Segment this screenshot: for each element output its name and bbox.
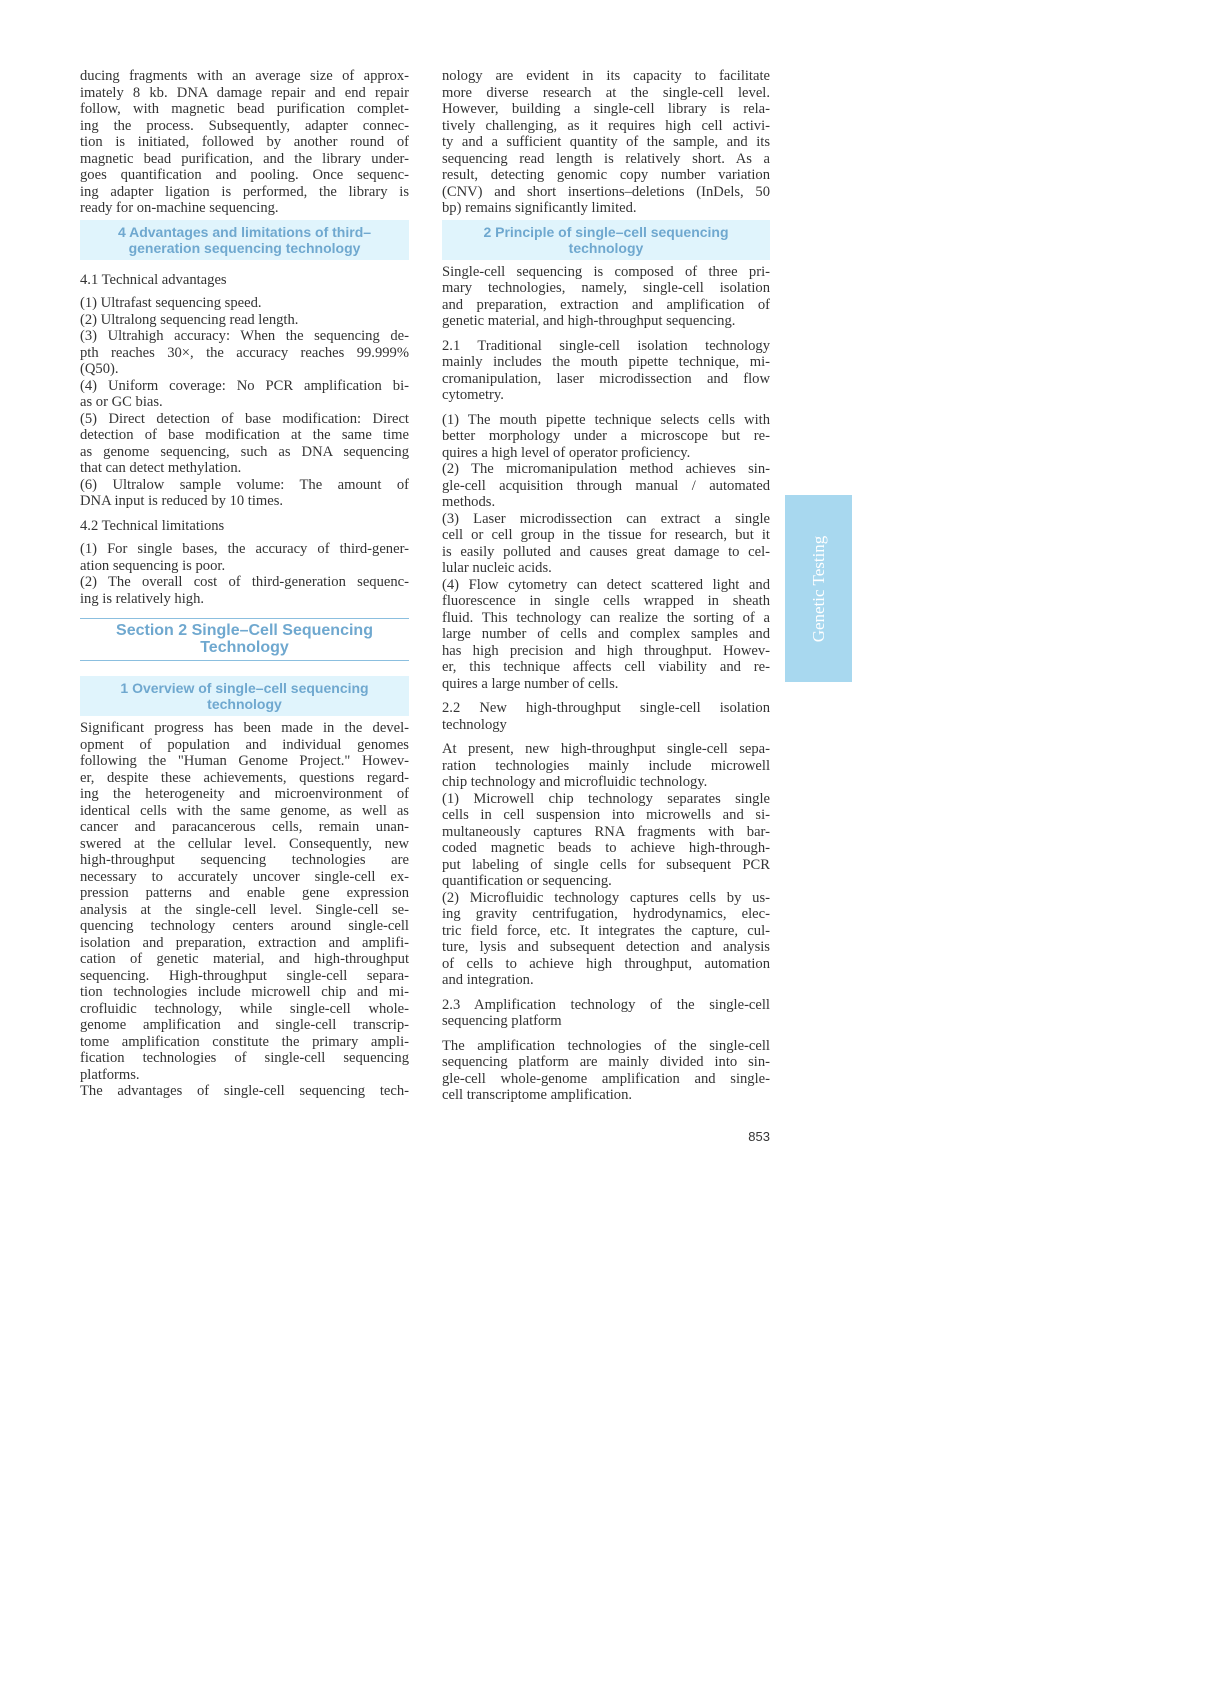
text-line: follow, with magnetic bead purification complet- <box>80 101 409 117</box>
text-line: quires a high level of operator proficiency. <box>442 444 691 461</box>
text-line: result, detecting genomic copy number variation <box>442 167 770 183</box>
text-line: sequencing platform <box>442 1013 562 1029</box>
paragraph <box>80 68 409 217</box>
text-line: (4) Uniform coverage: No PCR amplification bi- <box>80 377 409 394</box>
text-line: (1) Microwell chip technology separates single <box>442 790 770 807</box>
text-line: The advantages of single-cell sequencing tech- <box>80 1083 409 1099</box>
paragraph <box>442 264 770 330</box>
text-line: ing is relatively high. <box>80 590 205 607</box>
text-line: identical cells with the same genome, as well as <box>80 802 409 819</box>
paragraph <box>80 518 409 535</box>
text-line: better morphology under a microscope but re- <box>442 428 770 444</box>
heading-line: 1 Overview of single–cell sequencing <box>120 680 369 696</box>
right-column <box>442 60 770 1104</box>
list-item <box>80 378 409 411</box>
text-line: 2.2 New high-throughput single-cell isolation <box>442 700 770 716</box>
list-item <box>80 574 409 607</box>
text-line: Single-cell sequencing is composed of three pri- <box>442 263 770 280</box>
text-line: genome amplification and single-cell transcrip- <box>80 1017 409 1033</box>
text-line: has high precision and high throughput. Howev- <box>442 642 770 659</box>
list-item <box>442 412 770 462</box>
subsection-heading <box>80 676 409 716</box>
text-line: However, building a single-cell library is rela- <box>442 101 770 117</box>
text-line: fluid. This technology can realize the sorting of a <box>442 609 770 626</box>
text-line: (2) Microfluidic technology captures cells by us- <box>442 889 770 906</box>
paragraph <box>442 1038 770 1104</box>
text-line: (Q50). <box>80 361 119 377</box>
text-line: cell or cell group in the tissue for research, but it <box>442 527 770 543</box>
text-line: (2) The micromanipulation method achieves sin- <box>442 461 770 477</box>
text-line: following the "Human Genome Project." Howev- <box>80 753 409 769</box>
text-line: large number of cells and complex samples and <box>442 626 770 642</box>
text-line: genetic material, and high-throughput sequencing. <box>442 313 736 329</box>
list-item <box>80 411 409 477</box>
text-line: analysis at the single-cell level. Single-cell se- <box>80 901 409 918</box>
text-line: crofluidic technology, while single-cell whole- <box>80 1000 409 1017</box>
text-line: imately 8 kb. DNA damage repair and end repair <box>80 84 409 101</box>
text-line: coded magnetic beads to achieve high-through- <box>442 840 770 856</box>
section-heading <box>80 618 409 661</box>
text-line: (6) Ultralow sample volume: The amount of <box>80 476 409 493</box>
text-line: (1) The mouth pipette technique selects cells with <box>442 411 770 428</box>
left-column <box>80 60 409 1100</box>
text-line: (3) Ultrahigh accuracy: When the sequencing de- <box>80 328 409 344</box>
list-item <box>442 511 770 577</box>
text-line: swered at the cellular level. Consequently, new <box>80 835 409 852</box>
text-line: nology are evident in its capacity to facilitate <box>442 68 770 84</box>
list-item <box>442 741 770 791</box>
list <box>442 741 770 989</box>
text-line: cells in cell suspension into microwells and si- <box>442 807 770 823</box>
text-line: cytometry. <box>442 387 504 403</box>
text-line: tively challenging, as it requires high cell activi- <box>442 117 770 134</box>
text-line: multaneously captures RNA fragments with bar- <box>442 823 770 840</box>
text-line: ing gravity centrifugation, hydrodynamics, elec- <box>442 906 770 922</box>
text-line: sequencing. High-throughput single-cell separa- <box>80 967 409 984</box>
text-line: tric field force, etc. It integrates the capture, cul- <box>442 922 770 939</box>
list-item <box>80 295 409 312</box>
list-item <box>442 890 770 989</box>
heading-line: Technology <box>200 638 289 656</box>
text-line: fluorescence in single cells wrapped in sheath <box>442 593 770 609</box>
text-line: technology <box>442 716 507 733</box>
text-line: ing the process. Subsequently, adapter connec- <box>80 117 409 134</box>
text-line: quantification or sequencing. <box>442 873 612 889</box>
heading-line: Section 2 Single–Cell Sequencing <box>116 622 373 639</box>
text-line: (4) Flow cytometry can detect scattered light and <box>442 576 770 593</box>
text-line: as genome sequencing, such as DNA sequencing <box>80 443 409 460</box>
text-line: (3) Laser microdissection can extract a single <box>442 510 770 527</box>
text-line: er, this technique affects cell viability and re- <box>442 659 770 675</box>
text-line: cation of genetic material, and high-throughput <box>80 951 409 967</box>
text-line: mary technologies, namely, single-cell isolation <box>442 280 770 296</box>
text-line: and preparation, extraction and amplification of <box>442 296 770 313</box>
text-line: 4.2 Technical limitations <box>80 517 225 534</box>
text-line: tion is initiated, followed by another round of <box>80 134 409 150</box>
paragraph <box>80 1083 409 1100</box>
text-line: (CNV) and short insertions–deletions (InDels, 50 <box>442 183 770 200</box>
side-tab <box>785 495 852 682</box>
page-number: 853 <box>748 1129 770 1144</box>
list-item <box>80 328 409 378</box>
list-item <box>442 791 770 890</box>
paragraph <box>442 68 770 217</box>
text-line: The amplification technologies of the single-cell <box>442 1037 770 1054</box>
text-line: Significant progress has been made in the devel- <box>80 720 409 736</box>
heading-line: generation sequencing technology <box>128 239 361 256</box>
text-line: ready for on-machine sequencing. <box>80 200 279 216</box>
text-line: ation sequencing is poor. <box>80 557 226 574</box>
text-line: (2) Ultralong sequencing read length. <box>80 311 299 328</box>
text-line: bp) remains significantly limited. <box>442 200 637 216</box>
text-line: cancer and paracancerous cells, remain unan- <box>80 819 409 835</box>
text-line: put labeling of single cells for subsequent PCR <box>442 856 770 873</box>
text-line: that can detect methylation. <box>80 460 242 476</box>
text-line: platforms. <box>80 1066 140 1083</box>
text-line: tome amplification constitute the primary ampli- <box>80 1033 409 1050</box>
text-line: ing the heterogeneity and microenvironment of <box>80 786 409 802</box>
text-line: (2) The overall cost of third-generation sequenc- <box>80 574 409 590</box>
text-line: opment of population and individual genomes <box>80 736 409 753</box>
side-tab-label: Genetic Testing <box>808 535 828 642</box>
text-line: 2.1 Traditional single-cell isolation technology <box>442 337 770 354</box>
text-line: mainly includes the mouth pipette technique, mi- <box>442 354 770 370</box>
paragraph <box>442 700 770 733</box>
list-item <box>442 577 770 693</box>
text-line: magnetic bead purification, and the library under- <box>80 150 409 167</box>
subsection-heading <box>442 220 770 260</box>
heading-line: 4 Advantages and limitations of third– <box>117 223 372 240</box>
text-line: 2.3 Amplification technology of the single-cell <box>442 996 770 1013</box>
text-line: fication technologies of single-cell sequencing <box>80 1050 409 1066</box>
text-line: chip technology and microfluidic technology. <box>442 774 708 790</box>
text-line: as or GC bias. <box>80 394 163 410</box>
text-line: quencing technology centers around single-cell <box>80 918 409 934</box>
list-item <box>80 477 409 510</box>
list-item <box>80 541 409 574</box>
text-line: of cells to achieve high throughput, automation <box>442 955 770 972</box>
subsection-heading <box>80 220 409 260</box>
list <box>80 295 409 510</box>
text-line: isolation and preparation, extraction and amplifi- <box>80 934 409 951</box>
heading-line: 2 Principle of single–cell sequencing <box>483 223 729 240</box>
text-line: methods. <box>442 494 496 510</box>
text-line: gle-cell acquisition through manual / automated <box>442 477 770 494</box>
text-line: sequencing platform are mainly divided into sin- <box>442 1054 770 1070</box>
paragraph <box>442 997 770 1030</box>
text-line: sequencing read length is relatively short. As a <box>442 150 770 167</box>
text-line: quires a large number of cells. <box>442 675 619 692</box>
text-line: ducing fragments with an average size of approx- <box>80 68 409 84</box>
heading-line: technology <box>207 696 282 712</box>
text-line: cell transcriptome amplification. <box>442 1087 633 1103</box>
paragraph <box>80 272 409 289</box>
paragraph <box>80 720 409 1083</box>
text-line: is easily polluted and causes great damage to cel- <box>442 543 770 560</box>
text-line: detection of base modification at the same time <box>80 427 409 443</box>
text-line: (5) Direct detection of base modification: Direct <box>80 410 409 427</box>
text-line: DNA input is reduced by 10 times. <box>80 493 284 509</box>
text-line: gle-cell whole-genome amplification and single- <box>442 1070 770 1087</box>
text-line: (1) Ultrafast sequencing speed. <box>80 295 262 311</box>
list-item <box>442 461 770 511</box>
text-line: (1) For single bases, the accuracy of third-gener- <box>80 541 409 557</box>
paragraph <box>442 338 770 404</box>
text-line: cromanipulation, laser microdissection and flow <box>442 370 770 387</box>
text-line: necessary to accurately uncover single-cell ex- <box>80 868 409 885</box>
list <box>442 412 770 693</box>
text-line: and integration. <box>442 972 534 988</box>
text-line: 4.1 Technical advantages <box>80 271 227 288</box>
list-item <box>80 312 409 329</box>
text-line: pression patterns and enable gene expression <box>80 885 409 901</box>
text-line: more diverse research at the single-cell level. <box>442 84 770 101</box>
text-line: pth reaches 30×, the accuracy reaches 99.999% <box>80 344 409 361</box>
list <box>80 541 409 607</box>
text-line: ture, lysis and subsequent detection and analysis <box>442 939 770 955</box>
text-line: ty and a sufficient quantity of the sample, and its <box>442 134 770 150</box>
text-line: ration technologies mainly include microwell <box>442 757 770 774</box>
text-line: er, despite these achievements, questions regard- <box>80 769 409 786</box>
text-line: tion technologies include microwell chip and mi- <box>80 984 409 1000</box>
text-line: At present, new high-throughput single-cell sepa- <box>442 741 770 757</box>
text-line: high-throughput sequencing technologies are <box>80 852 409 868</box>
text-line: ing adapter ligation is performed, the library is <box>80 183 409 200</box>
text-line: lular nucleic acids. <box>442 560 552 576</box>
heading-line: technology <box>568 239 644 256</box>
text-line: goes quantification and pooling. Once sequenc- <box>80 167 409 183</box>
